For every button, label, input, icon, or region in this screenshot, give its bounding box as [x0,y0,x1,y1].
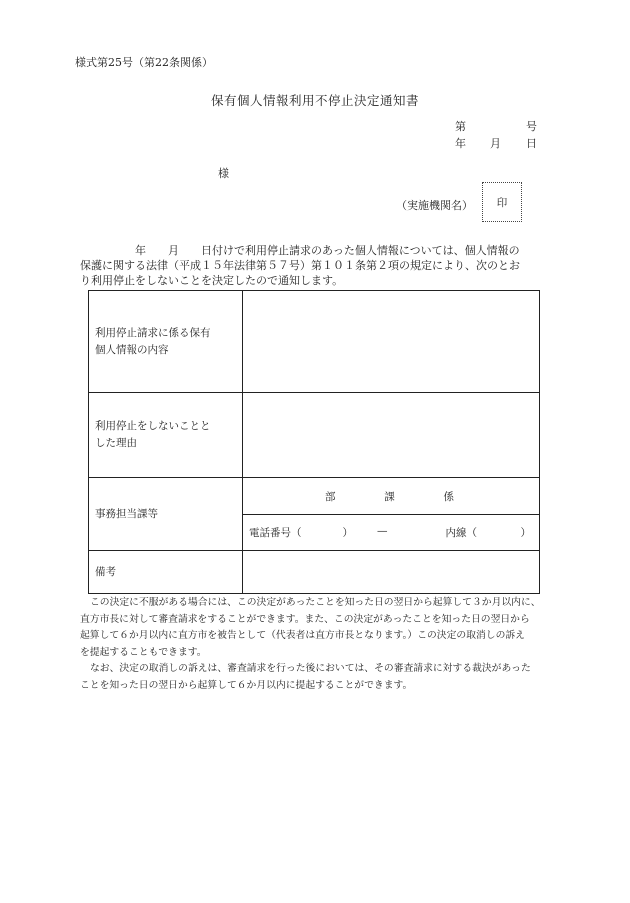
content-label-line-2: 個人情報の内容 [95,343,169,356]
reason-label-cell [89,393,243,478]
reason-label-line-1: 利用停止をしないことと [95,420,211,432]
notes-line: を提起することもできます。 [80,646,207,658]
recipient-honorific: 様 [218,167,229,180]
phone-close: ） [342,527,353,539]
extension-close: ） [520,527,531,539]
table-row [89,551,540,594]
seal-label: 印 [496,196,508,209]
seal-box [482,182,522,222]
department-ka-label: 課 [384,490,395,503]
department-kakari-label: 係 [443,490,454,503]
department-bu-label: 部 [325,490,336,503]
number-suffix: 号 [526,120,537,133]
date-month: 月 [490,137,501,150]
content-value-cell[interactable] [243,291,540,393]
reason-value-cell[interactable] [243,393,540,478]
remarks-value-cell[interactable] [243,551,540,594]
institution-name-label: （実施機関名） [396,199,473,212]
form-number: 様式第25号（第22条関係） [75,56,213,69]
notes-line: なお、決定の取消しの訴えは、審査請求を行った後においては、その審査請求に対する裁決があった [90,663,531,674]
content-label-line-1: 利用停止請求に係る保有 [95,326,211,339]
notice-line-2: 保護に関する法律（平成１５年法律第５７号）第１０１条第２項の規定により、次のとお [80,259,520,272]
remarks-label: 備考 [95,565,116,578]
department-cell[interactable] [243,478,540,515]
reason-label-line-2: した理由 [95,437,137,449]
document-title: 保有個人情報利用不停止決定通知書 [210,93,419,108]
phone-dash: — [377,525,388,537]
notes-line: 起算して６か月以内に直方市を被告として（代表者は直方市長となります。）この決定の取消しの訴え [80,630,525,641]
notes-line: 直方市長に対して審査請求をすることができます。また、この決定があったことを知った日の翌日から [80,613,530,625]
office-label-cell [89,478,243,551]
date-day: 日 [526,137,537,150]
number-prefix: 第 [455,120,466,133]
remarks-label-cell [89,551,243,594]
extension-label: 内線（ [445,527,477,539]
notice-table [88,290,540,594]
notice-line-3: り利用停止をしないことを決定したので通知します。 [80,274,344,287]
notice-body [80,243,550,288]
notes-line: ことを知った日の翌日から起算して６か月以内に提起することができます。 [80,679,413,691]
notice-line-1: 年 月 日付けで利用停止請求のあった個人情報については、個人情報の [135,244,520,257]
table-row [89,478,540,515]
table-row [89,291,540,393]
date-year: 年 [455,137,466,150]
notes-line: この決定に不服がある場合には、この決定があったことを知った日の翌日から起算して３か月以内に、 [90,597,541,608]
content-label-cell [89,291,243,393]
table-row [89,393,540,478]
phone-cell[interactable] [243,515,540,551]
appeal-notes [80,595,550,694]
phone-label: 電話番号（ [249,527,302,539]
office-label: 事務担当課等 [95,507,158,520]
